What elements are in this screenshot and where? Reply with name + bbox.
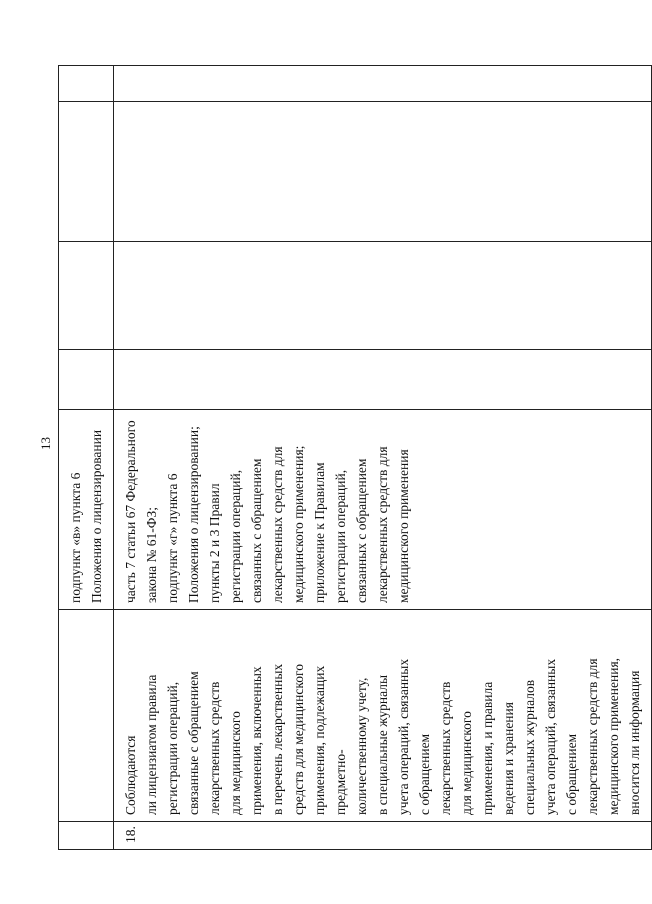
text-line: часть 7 статьи 67 Федерального xyxy=(123,420,138,603)
cell-empty xyxy=(59,242,114,350)
text-line: ведения и хранения xyxy=(501,702,516,815)
text-line: связанных с обращением xyxy=(354,458,369,603)
answer-yes-cell xyxy=(114,350,652,410)
text-line: с обращением xyxy=(564,733,579,815)
checklist-table-container xyxy=(58,66,642,850)
text-line: применения, включенных xyxy=(249,666,264,815)
text-line: для медицинского xyxy=(228,711,243,815)
legal-reference xyxy=(114,410,652,610)
text-line: лекарственных средств для xyxy=(270,446,285,603)
text-line: с обращением xyxy=(417,733,432,815)
text-line: подпункт «в» пункта 6 xyxy=(68,472,83,603)
text-line: применения, подлежащих xyxy=(312,665,327,815)
answer-no-cell xyxy=(114,242,652,350)
cell-empty xyxy=(59,66,114,102)
text-line: предметно- xyxy=(333,749,348,815)
text-line: медицинского применения xyxy=(396,449,411,603)
requirement-question xyxy=(114,610,652,822)
cell-num-empty xyxy=(59,822,114,850)
text-line: вносится ли информация xyxy=(627,670,642,815)
table-row xyxy=(114,66,652,850)
text-line: Положения о лицензировании xyxy=(89,429,104,603)
text-line: медицинского применения, xyxy=(606,657,621,815)
text-line: пункты 2 и 3 Правил xyxy=(207,483,222,603)
text-line: регистрации операций, xyxy=(165,681,180,815)
answer-na-cell xyxy=(114,102,652,242)
text-line: регистрации операций, xyxy=(333,469,348,603)
text-line: лекарственных средств для xyxy=(375,446,390,603)
cell-reference-continued xyxy=(59,410,114,610)
text-line: медицинского применения; xyxy=(291,445,306,603)
text-line: подпункт «г» пункта 6 xyxy=(165,473,180,603)
continuation-row xyxy=(59,66,114,850)
text-line: регистрации операций, xyxy=(228,469,243,603)
text-line: закона № 61-ФЗ; xyxy=(144,507,159,603)
text-line: Соблюдаются xyxy=(123,735,138,815)
text-line: количественному учету, xyxy=(354,677,369,815)
row-number: 18. xyxy=(114,822,652,850)
checklist-table xyxy=(58,65,652,850)
page-number: 13 xyxy=(38,437,53,450)
text-line: приложение к Правилам xyxy=(312,462,327,603)
text-line: для медицинского xyxy=(459,711,474,815)
notes-cell xyxy=(114,66,652,102)
text-line: в перечень лекарственных xyxy=(270,663,285,815)
cell-empty xyxy=(59,350,114,410)
text-line: ли лицензиатом правила xyxy=(144,674,159,815)
text-line: учета операций, связанных xyxy=(396,658,411,815)
text-line: учета операций, связанных xyxy=(543,658,558,815)
text-line: лекарственных средств для xyxy=(585,658,600,815)
text-line: связанных с обращением xyxy=(249,458,264,603)
text-line: Положения о лицензировании; xyxy=(186,426,201,603)
cell-requirement-empty xyxy=(59,610,114,822)
text-line: в специальные журналы xyxy=(375,674,390,815)
text-line: специальных журналов xyxy=(522,679,537,815)
text-line: применения, и правила xyxy=(480,681,495,815)
text-line: связанные с обращением xyxy=(186,671,201,815)
cell-empty xyxy=(59,102,114,242)
text-line: средств для медицинского xyxy=(291,664,306,815)
text-line: лекарственных средств xyxy=(207,681,222,815)
text-line: лекарственных средств xyxy=(438,681,453,815)
